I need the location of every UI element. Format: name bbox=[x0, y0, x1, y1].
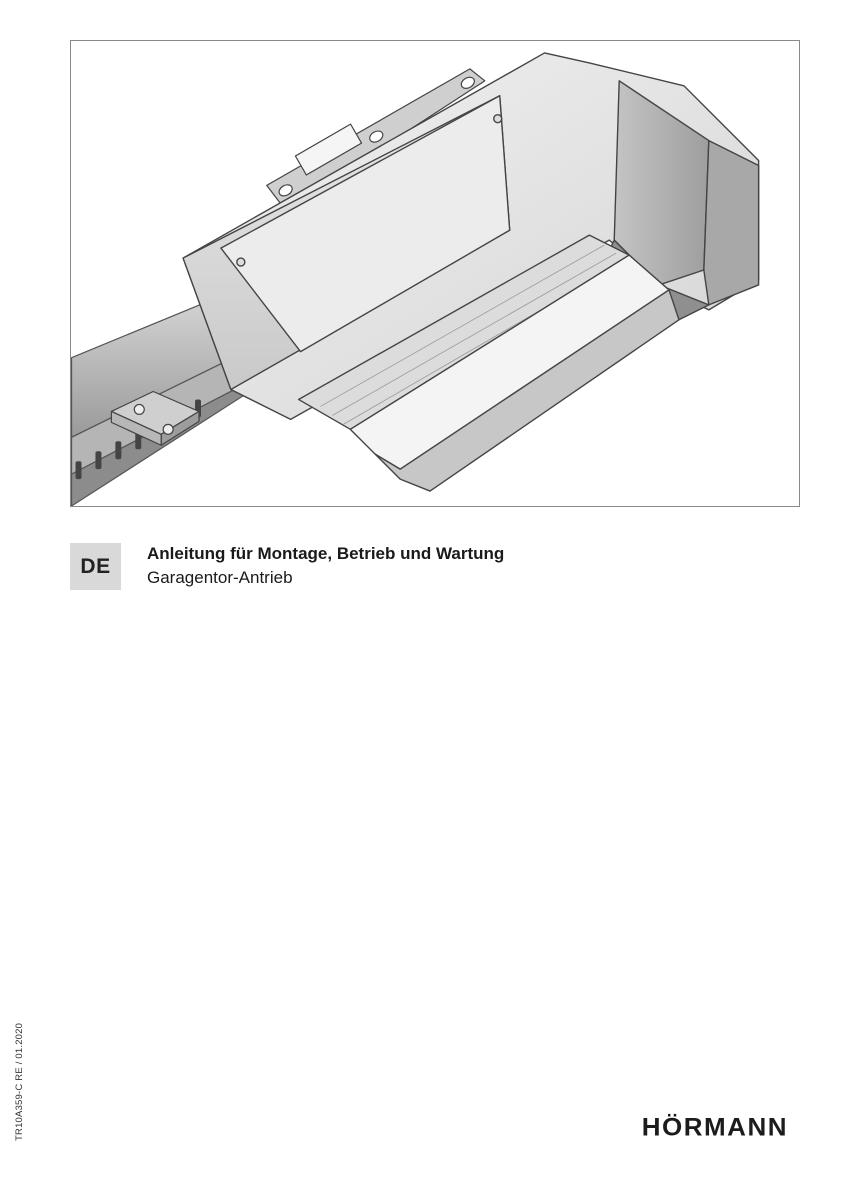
document-title: Anleitung für Montage, Betrieb und Wartung bbox=[147, 544, 505, 563]
language-badge: DE bbox=[70, 543, 121, 590]
brand-logo: HÖRMANN bbox=[641, 1112, 788, 1142]
document-subtitle: Garagentor-Antrieb bbox=[147, 568, 293, 587]
document-code: TR10A359-C RE / 01.2020 bbox=[14, 1022, 25, 1141]
product-illustration-frame bbox=[70, 40, 800, 507]
housing bbox=[183, 53, 759, 491]
garage-door-opener-illustration bbox=[71, 41, 799, 506]
